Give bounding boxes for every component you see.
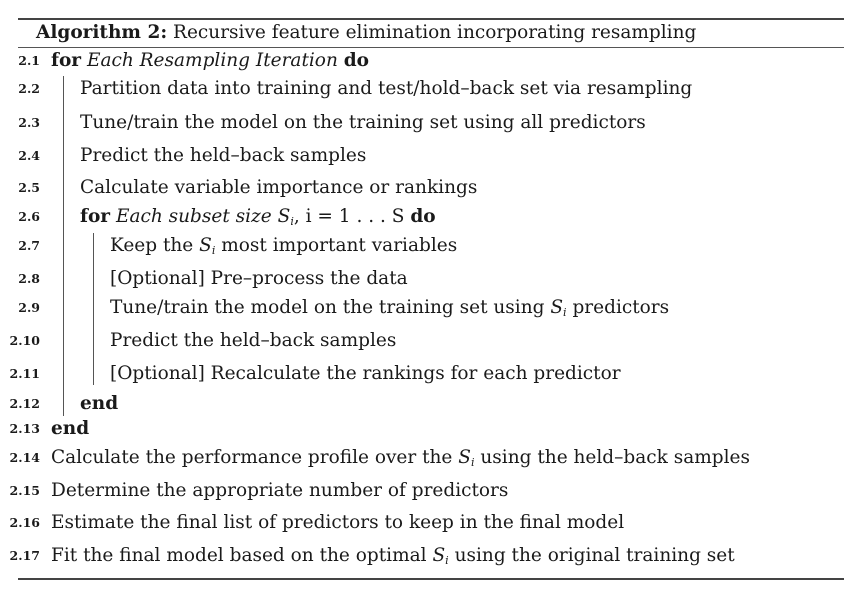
text-post: using the original training set bbox=[454, 545, 735, 566]
math-range: , i = 1 . . . S bbox=[293, 206, 405, 227]
line-text: Estimate the final list of predictors to keep in the final model bbox=[51, 512, 625, 533]
algorithm-line-2-13 bbox=[0, 414, 867, 444]
line-text: Predict the held–back samples bbox=[110, 330, 397, 351]
algorithm-line-2-16 bbox=[0, 508, 867, 538]
algorithm-line-2-5 bbox=[0, 173, 867, 203]
math-symbol: S bbox=[199, 235, 212, 256]
algorithm-line-2-11 bbox=[0, 359, 867, 389]
algorithm-line-2-10 bbox=[0, 326, 867, 356]
line-number: 2.15 bbox=[9, 483, 40, 498]
line-number: 2.5 bbox=[18, 180, 40, 195]
math-subscript: i bbox=[211, 244, 216, 257]
line-number: 2.16 bbox=[9, 515, 40, 530]
algorithm-line-2-15 bbox=[0, 476, 867, 506]
math-symbol: S bbox=[277, 206, 291, 227]
algorithm-line-2-6 bbox=[0, 202, 867, 232]
line-text: Tune/train the model on the training set using all predictors bbox=[80, 112, 646, 133]
keyword-end: end bbox=[51, 418, 90, 439]
math-subscript: i bbox=[445, 554, 449, 567]
text-pre: Calculate the performance profile over the bbox=[51, 447, 453, 468]
line-number: 2.3 bbox=[18, 115, 40, 130]
algorithm-title: Recursive feature elimination incorporating resampling bbox=[173, 22, 697, 43]
math-symbol: S bbox=[550, 297, 564, 318]
keyword-end: end bbox=[80, 393, 119, 414]
keyword-do: do bbox=[410, 206, 436, 227]
line-text bbox=[110, 231, 457, 261]
algorithm-line-2-4 bbox=[0, 141, 867, 171]
line-number: 2.9 bbox=[18, 300, 40, 315]
math-subscript: i bbox=[470, 456, 475, 469]
loop-condition: Each Resampling Iteration bbox=[86, 50, 338, 71]
algorithm-line-2-8 bbox=[0, 264, 867, 294]
line-text: Calculate variable importance or rankings bbox=[80, 177, 478, 198]
algorithm-line-2-3 bbox=[0, 108, 867, 138]
text-pre: Keep the bbox=[110, 235, 194, 256]
math-symbol: S bbox=[432, 545, 446, 566]
algorithm-line-2-2 bbox=[0, 74, 867, 104]
line-number: 2.7 bbox=[18, 238, 40, 253]
algorithm-line-2-14 bbox=[0, 443, 867, 473]
line-number: 2.4 bbox=[18, 148, 40, 163]
line-number: 2.10 bbox=[9, 333, 40, 348]
line-number: 2.2 bbox=[18, 81, 40, 96]
text-pre: Fit the final model based on the optimal bbox=[51, 545, 427, 566]
algorithm-line-2-7 bbox=[0, 231, 867, 261]
loop-condition: Each subset size bbox=[115, 206, 272, 227]
keyword-do: do bbox=[343, 50, 370, 71]
line-text: [Optional] Pre–process the data bbox=[110, 268, 408, 289]
line-text: Partition data into training and test/hold–back set via resampling bbox=[80, 78, 693, 99]
keyword-for: for bbox=[51, 50, 82, 71]
line-text bbox=[51, 46, 369, 76]
line-number: 2.14 bbox=[9, 450, 40, 465]
line-text bbox=[110, 293, 669, 323]
line-number: 2.13 bbox=[9, 421, 40, 436]
text-post: most important variables bbox=[221, 235, 458, 256]
line-text bbox=[51, 541, 735, 571]
line-number: 2.8 bbox=[18, 271, 40, 286]
line-number: 2.1 bbox=[18, 53, 40, 68]
algorithm-line-2-9 bbox=[0, 293, 867, 323]
line-number: 2.6 bbox=[18, 209, 40, 224]
algorithm-caption bbox=[36, 20, 696, 46]
line-number: 2.12 bbox=[9, 396, 40, 411]
algorithm-line-2-17 bbox=[0, 541, 867, 571]
algorithm-label: Algorithm 2: bbox=[36, 22, 168, 43]
line-number: 2.11 bbox=[9, 366, 40, 381]
keyword-for: for bbox=[80, 206, 111, 227]
line-text bbox=[51, 414, 89, 444]
text-pre: Tune/train the model on the training set using bbox=[110, 297, 545, 318]
line-text: [Optional] Recalculate the rankings for each predictor bbox=[110, 363, 621, 384]
line-text: Determine the appropriate number of predictors bbox=[51, 480, 509, 501]
math-subscript: i bbox=[563, 306, 567, 319]
text-post: predictors bbox=[572, 297, 670, 318]
line-number: 2.17 bbox=[9, 548, 40, 563]
text-post: using the held–back samples bbox=[480, 447, 750, 468]
line-text bbox=[80, 202, 436, 232]
algorithm-line-2-1 bbox=[0, 46, 867, 76]
bottom-rule bbox=[18, 578, 844, 580]
math-subscript: i bbox=[290, 215, 294, 228]
math-symbol: S bbox=[458, 447, 471, 468]
line-text: Predict the held–back samples bbox=[80, 145, 367, 166]
line-text bbox=[51, 443, 750, 473]
